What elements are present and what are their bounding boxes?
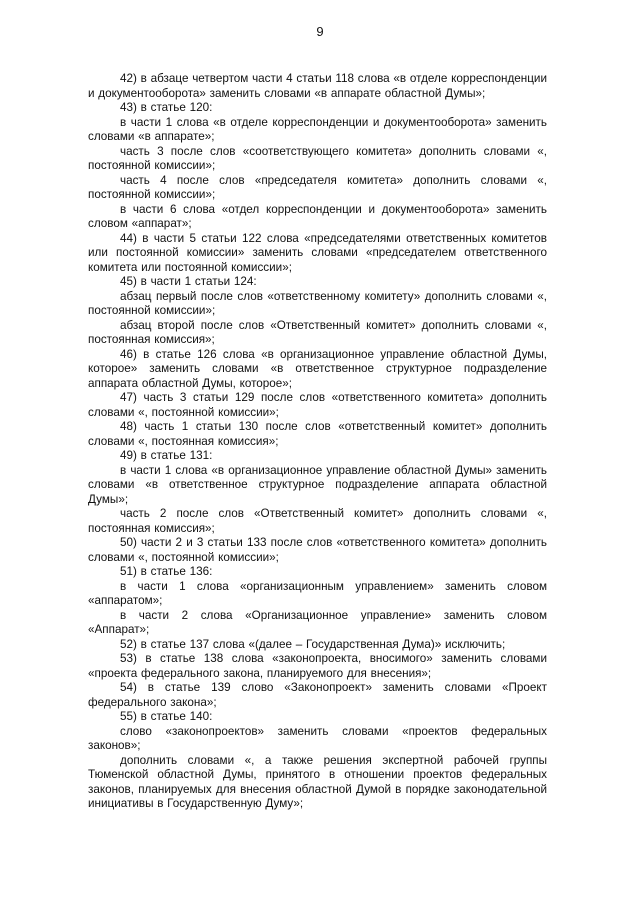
paragraph: в части 6 слова «отдел корреспонденции и документооборота» заменить словом «аппарат»; <box>88 202 547 230</box>
paragraph: 43) в статье 120: <box>120 101 213 114</box>
paragraph: в части 1 слова «в организационное управление областной Думы» заменить словами «в ответственное структурное подразделение аппарата областной Думы»; <box>88 463 547 506</box>
page-number: 9 <box>316 24 324 39</box>
paragraph: 50) части 2 и 3 статьи 133 после слов «ответственного комитета» дополнить словами «, постоянной комиссии»; <box>88 536 547 564</box>
paragraph: 55) в статье 140: <box>120 710 213 723</box>
paragraph: часть 2 после слов «Ответственный комитет» дополнить словами «, постоянная комиссия»; <box>88 507 547 535</box>
paragraph: часть 3 после слов «соответствующего комитета» дополнить словами «, постоянной комиссии»; <box>88 144 547 172</box>
paragraph: 42) в абзаце четвертом части 4 статьи 118 слова «в отделе корреспонденции и документооборота» заменить словами «в аппарате областной Думы»; <box>88 72 547 100</box>
paragraph: дополнить словами «, а также решения экспертной рабочей группы Тюменской областной Думы, принятого в отношении проектов федеральных законов, планируемых для внесения областной Думой в порядке законодательной инициативы в Государственную Думу»; <box>88 753 547 810</box>
document-body <box>88 72 547 812</box>
paragraph: часть 4 после слов «председателя комитета» дополнить словами «, постоянной комиссии»; <box>88 173 547 201</box>
paragraph: слово «законопроектов» заменить словами «проектов федеральных законов»; <box>88 724 547 752</box>
paragraph: в части 1 слова «организационным управлением» заменить словом «аппаратом»; <box>88 579 547 607</box>
paragraph: 51) в статье 136: <box>120 565 213 578</box>
paragraph: 45) в части 1 статьи 124: <box>120 275 257 288</box>
paragraph: абзац второй после слов «Ответственный комитет» дополнить словами «, постоянная комиссия»; <box>88 318 547 346</box>
paragraph: 48) часть 1 статьи 130 после слов «ответственный комитет» дополнить словами «, постоянная комиссия»; <box>88 420 547 448</box>
paragraph: 46) в статье 126 слова «в организационное управление областной Думы, которое» заменить словами «в ответственное структурное подразделение аппарата областной Думы, которое»; <box>88 347 547 390</box>
paragraph: 47) часть 3 статьи 129 после слов «ответственного комитета» дополнить словами «, постоянной комиссии»; <box>88 391 547 419</box>
paragraph: 49) в статье 131: <box>120 449 213 462</box>
paragraph: абзац первый после слов «ответственному комитету» дополнить словами «, постоянной комиссии»; <box>88 289 547 317</box>
paragraph: 52) в статье 137 слова «(далее – Государственная Дума)» исключить; <box>120 637 506 651</box>
paragraph: 44) в части 5 статьи 122 слова «председателями ответственных комитетов или постоянной комиссии» заменить словами «председателем ответственного комитета или постоянной комиссии»; <box>88 231 547 274</box>
paragraph: в части 2 слова «Организационное управление» заменить словом «Аппарат»; <box>88 608 547 636</box>
paragraph: в части 1 слова «в отделе корреспонденции и документооборота» заменить словами «в аппарате»; <box>88 115 547 143</box>
paragraph: 54) в статье 139 слово «Законопроект» заменить словами «Проект федерального закона»; <box>88 681 547 709</box>
paragraph: 53) в статье 138 слова «законопроекта, вносимого» заменить словами «проекта федерального закона, планируемого для внесения»; <box>88 652 547 680</box>
